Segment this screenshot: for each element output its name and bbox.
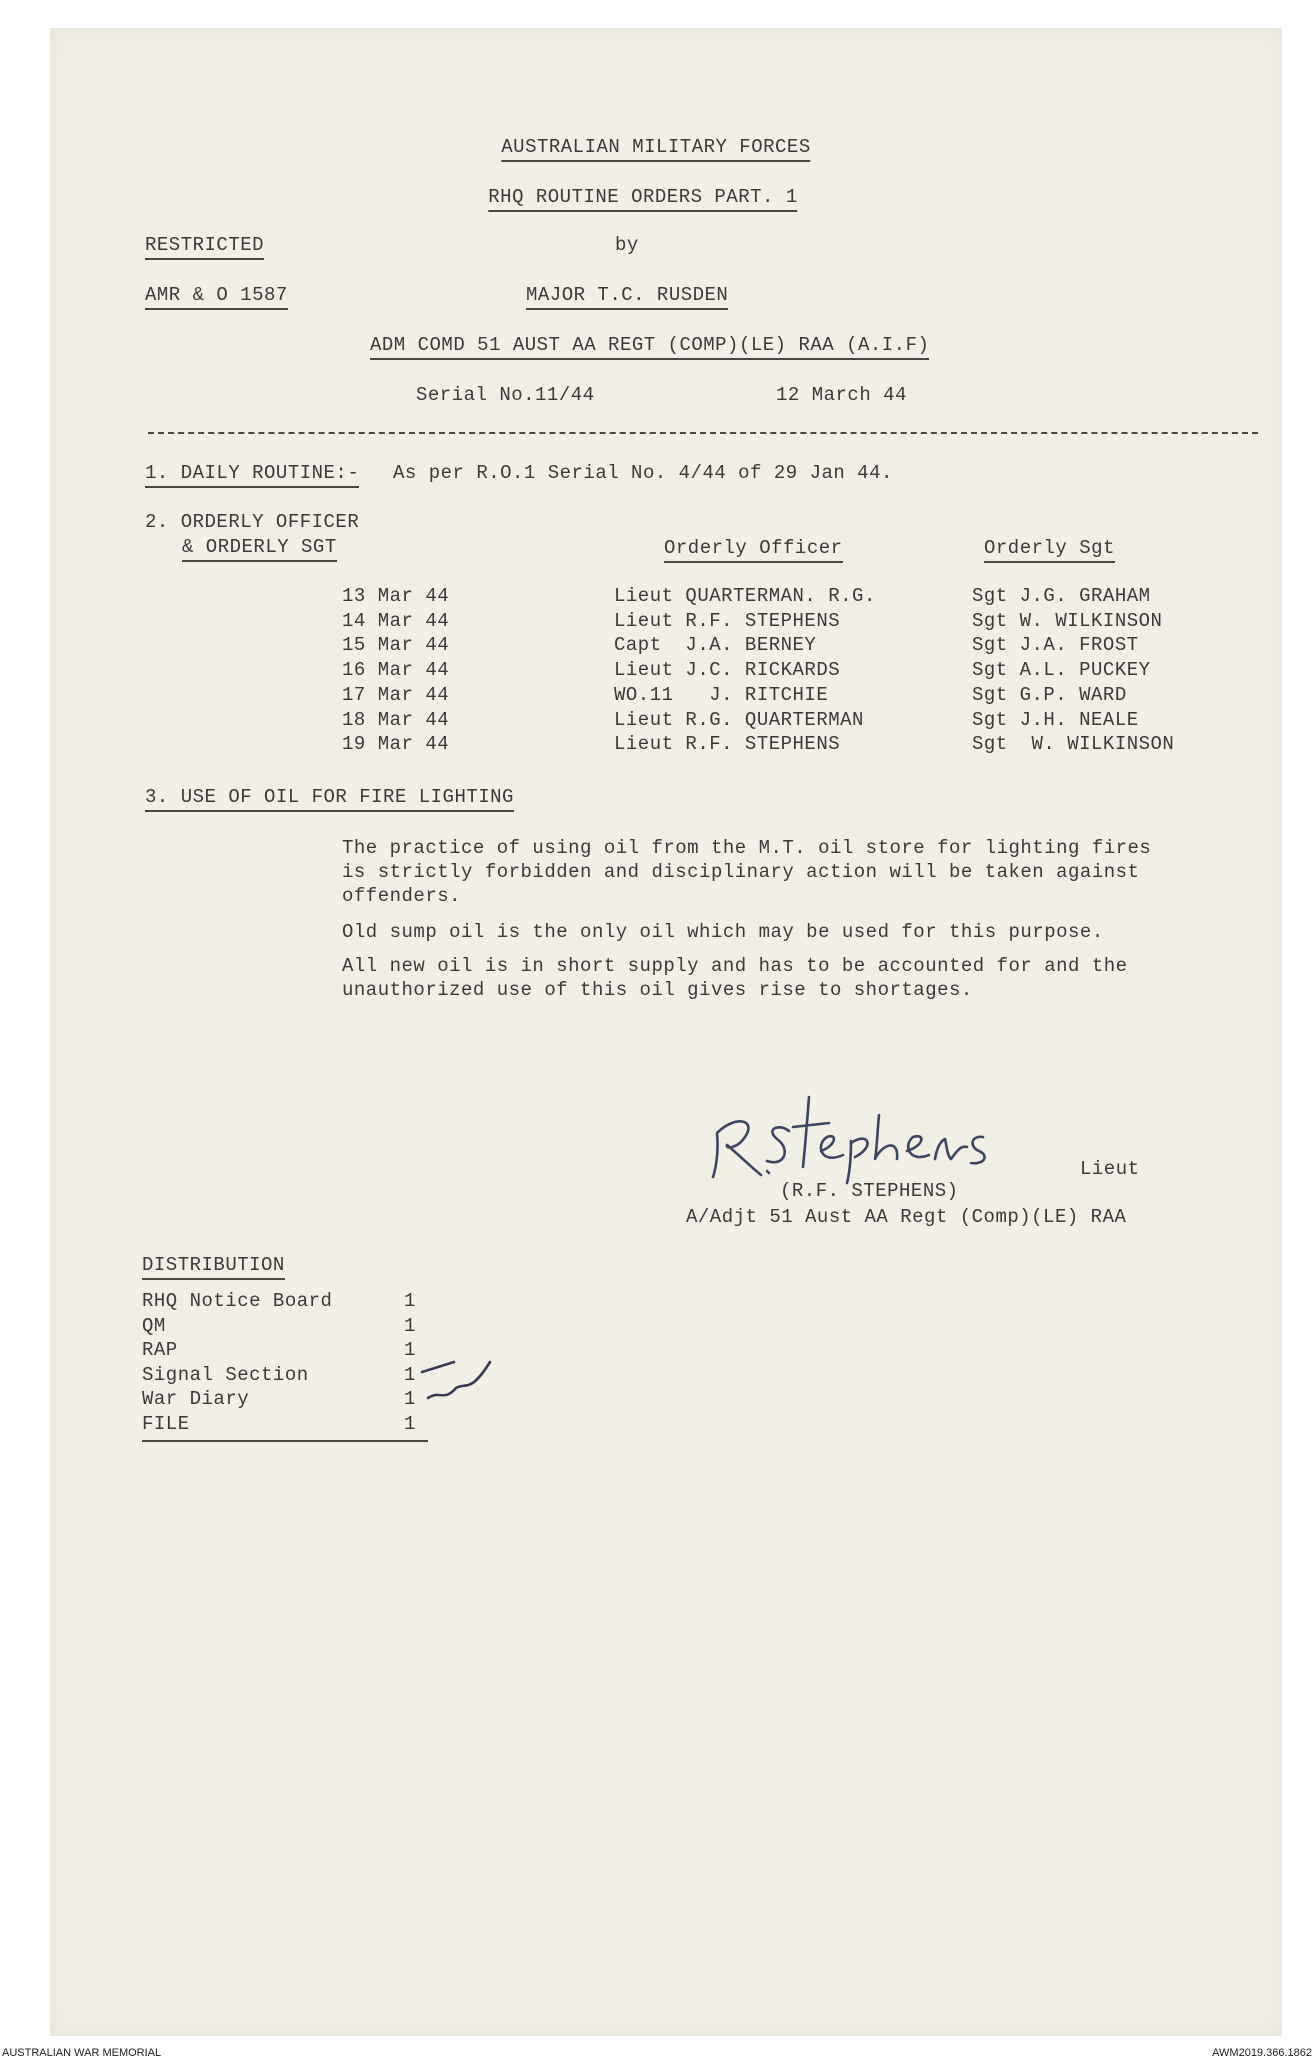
section-2-label-line1: 2. ORDERLY OFFICER — [145, 511, 360, 533]
section-1-text: As per R.O.1 Serial No. 4/44 of 29 Jan 44. — [393, 462, 893, 484]
roster-sgt: Sgt G.P. WARD — [972, 684, 1127, 706]
by-text: by — [615, 234, 639, 256]
handwritten-tick-mark — [418, 1352, 498, 1417]
column-header-sgt: Orderly Sgt — [984, 537, 1115, 563]
roster-date: 18 Mar 44 — [342, 709, 450, 731]
roster-date: 17 Mar 44 — [342, 684, 450, 706]
section-2-label-line2: & ORDERLY SGT — [182, 536, 337, 562]
restricted-label: RESTRICTED — [145, 234, 264, 260]
distribution-count: 1 — [404, 1315, 416, 1337]
roster-date: 19 Mar 44 — [342, 733, 450, 755]
distribution-item: RAP — [142, 1339, 178, 1361]
section-3-paragraph-3: All new oil is in short supply and has to be accounted for and the unauthorized use of this oil gives rise to shortages. — [342, 955, 1128, 1001]
document-subtitle: RHQ ROUTINE ORDERS PART. 1 — [488, 186, 797, 212]
serial-number: Serial No.11/44 — [416, 384, 595, 406]
distribution-item: QM — [142, 1315, 166, 1337]
signatory-rank: Lieut — [1080, 1158, 1140, 1180]
roster-officer: Lieut J.C. RICKARDS — [614, 659, 841, 681]
roster-date: 16 Mar 44 — [342, 659, 450, 681]
footer-accession-number: AWM2019.366.1862 — [1212, 2047, 1312, 2059]
roster-officer: WO.11 J. RITCHIE — [614, 684, 829, 706]
roster-officer: Lieut R.F. STEPHENS — [614, 733, 841, 755]
roster-date: 13 Mar 44 — [342, 585, 450, 607]
roster-sgt: Sgt J.A. FROST — [972, 634, 1139, 656]
footer-source-label: AUSTRALIAN WAR MEMORIAL — [2, 2047, 162, 2059]
roster-officer: Lieut R.F. STEPHENS — [614, 610, 841, 632]
distribution-count: 1 — [404, 1388, 416, 1410]
section-1-label: 1. DAILY ROUTINE:- — [145, 462, 359, 484]
roster-officer: Capt J.A. BERNEY — [614, 634, 817, 656]
author-name: MAJOR T.C. RUSDEN — [526, 284, 728, 310]
distribution-count: 1 — [404, 1339, 416, 1361]
roster-date: 14 Mar 44 — [342, 610, 450, 632]
section-3-paragraph-1: The practice of using oil from the M.T. oil store for lighting fires is strictly forbidden and disciplinary action will be taken against offenders. — [342, 837, 1152, 907]
distribution-item: RHQ Notice Board — [142, 1290, 333, 1312]
section-3-label: 3. USE OF OIL FOR FIRE LIGHTING — [145, 786, 514, 808]
document-title: AUSTRALIAN MILITARY FORCES — [501, 136, 810, 162]
roster-sgt: Sgt J.H. NEALE — [972, 709, 1139, 731]
column-header-officer: Orderly Officer — [664, 537, 843, 563]
section-3-paragraph-2: Old sump oil is the only oil which may be used for this purpose. — [342, 921, 1104, 943]
roster-sgt: Sgt W. WILKINSON — [972, 733, 1175, 755]
document-page — [50, 28, 1282, 2036]
distribution-item: War Diary — [142, 1388, 250, 1410]
separator-line — [148, 432, 1258, 434]
handwritten-signature — [705, 1075, 1005, 1190]
distribution-underline — [142, 1440, 428, 1442]
distribution-item: Signal Section — [142, 1364, 309, 1386]
unit-name: ADM COMD 51 AUST AA REGT (COMP)(LE) RAA (A.I.F) — [370, 334, 929, 360]
roster-date: 15 Mar 44 — [342, 634, 450, 656]
distribution-item: FILE — [142, 1413, 190, 1435]
roster-sgt: Sgt W. WILKINSON — [972, 610, 1163, 632]
roster-officer: Lieut R.G. QUARTERMAN — [614, 709, 864, 731]
roster-sgt: Sgt A.L. PUCKEY — [972, 659, 1151, 681]
signatory-name: (R.F. STEPHENS) — [780, 1180, 959, 1202]
distribution-title: DISTRIBUTION — [142, 1254, 285, 1280]
order-date: 12 March 44 — [776, 384, 907, 406]
roster-officer: Lieut QUARTERMAN. R.G. — [614, 585, 876, 607]
roster-sgt: Sgt J.G. GRAHAM — [972, 585, 1151, 607]
distribution-count: 1 — [404, 1364, 416, 1386]
signatory-position: A/Adjt 51 Aust AA Regt (Comp)(LE) RAA — [686, 1206, 1127, 1228]
reference-number: AMR & O 1587 — [145, 284, 288, 310]
distribution-count: 1 — [404, 1413, 416, 1435]
distribution-count: 1 — [404, 1290, 416, 1312]
